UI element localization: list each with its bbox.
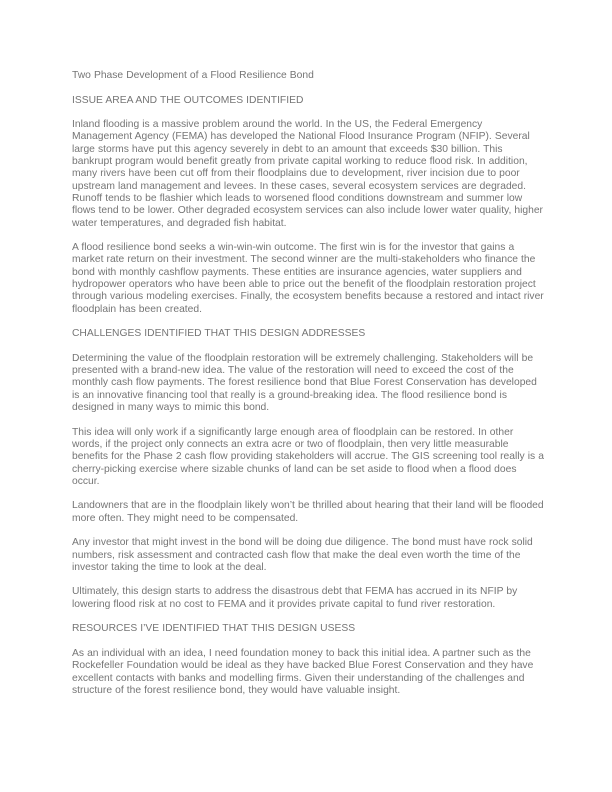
section-heading-issue-area: ISSUE AREA AND THE OUTCOMES IDENTIFIED bbox=[72, 94, 304, 106]
paragraph-floodplain-area: This idea will only work if a significantly large enough area of floodplain can be restored. In other words, if the project only connects an extra acre or two of floodplain, then very little measurable benefits for the Phase 2 cash flow providing stakeholders will accrue. The GIS screening tool really is a cherry-picking exercise where sizable chunks of land can be set aside to flood when a flood does occur. bbox=[72, 426, 544, 487]
paragraph-landowners: Landowners that are in the floodplain likely won’t be thrilled about hearing that their land will be flooded more often. They might need to be compensated. bbox=[72, 500, 544, 524]
document-title: Two Phase Development of a Flood Resilience Bond bbox=[72, 70, 314, 81]
paragraph-investor-diligence: Any investor that might invest in the bond will be doing due diligence. The bond must have rock solid numbers, risk assessment and contracted cash flow that make the deal even worth the time of the investor taking the time to look at the deal. bbox=[72, 537, 533, 573]
paragraph-inland-flooding: Inland flooding is a massive problem around the world. In the US, the Federal Emergency Management Agency (FEMA) has developed the National Flood Insurance Program (NFIP). Several large storms have put this agency severely in debt to an amount that exceeds $30 billion. This bankrupt program would benefit greatly from private capital working to reduce flood risk. In addition, many rivers have been cut off from their floodplains due to development, river incision due to poor upstream land management and levees. In these cases, several ecosystem services are degraded. Runoff tends to be flashier which leads to worsened flood conditions downstream and summer low flows tend to be lower. Other degraded ecosystem services can also include lower water quality, higher water temperatures, and degraded fish habitat. bbox=[72, 119, 543, 229]
paragraph-foundation-money: As an individual with an idea, I need foundation money to back this initial idea. A partner such as the Rockefeller Foundation would be ideal as they have backed Blue Forest Conservation and they have excellent contacts with banks and modelling firms. Given their understanding of the challenges and structure of the forest resilience bond, they would have valuable insight. bbox=[72, 647, 534, 696]
section-heading-challenges: CHALLENGES IDENTIFIED THAT THIS DESIGN ADDRESSES bbox=[72, 328, 366, 340]
paragraph-determining-value: Determining the value of the floodplain restoration will be extremely challenging. Stakeholders will be presented with a brand-new idea. The value of the restoration will need to exceed the cost of the monthly cash flow payments. The forest resilience bond that Blue Forest Conservation has developed is an innovative financing tool that really is a ground-breaking idea. The flood resilience bond is designed in many ways to mimic this bond. bbox=[72, 352, 537, 414]
section-heading-resources: RESOURCES I’VE IDENTIFIED THAT THIS DESIGN USESS bbox=[72, 623, 356, 635]
paragraph-win-win-win: A flood resilience bond seeks a win-win-win outcome. The first win is for the investor that gains a market rate return on their investment. The second winner are the multi-stakeholders who finance the bond with monthly cashflow payments. These entities are insurance agencies, water suppliers and hydropower operators who have been able to price out the benefit of the floodplain restoration project through various modeling exercises. Finally, the ecosystem benefits because a restored and intact river floodplain has been created. bbox=[72, 242, 544, 315]
paragraph-ultimately-fema: Ultimately, this design starts to address the disastrous debt that FEMA has accrued in its NFIP by lowering flood risk at no cost to FEMA and it provides private capital to fund river restoration. bbox=[72, 586, 518, 610]
